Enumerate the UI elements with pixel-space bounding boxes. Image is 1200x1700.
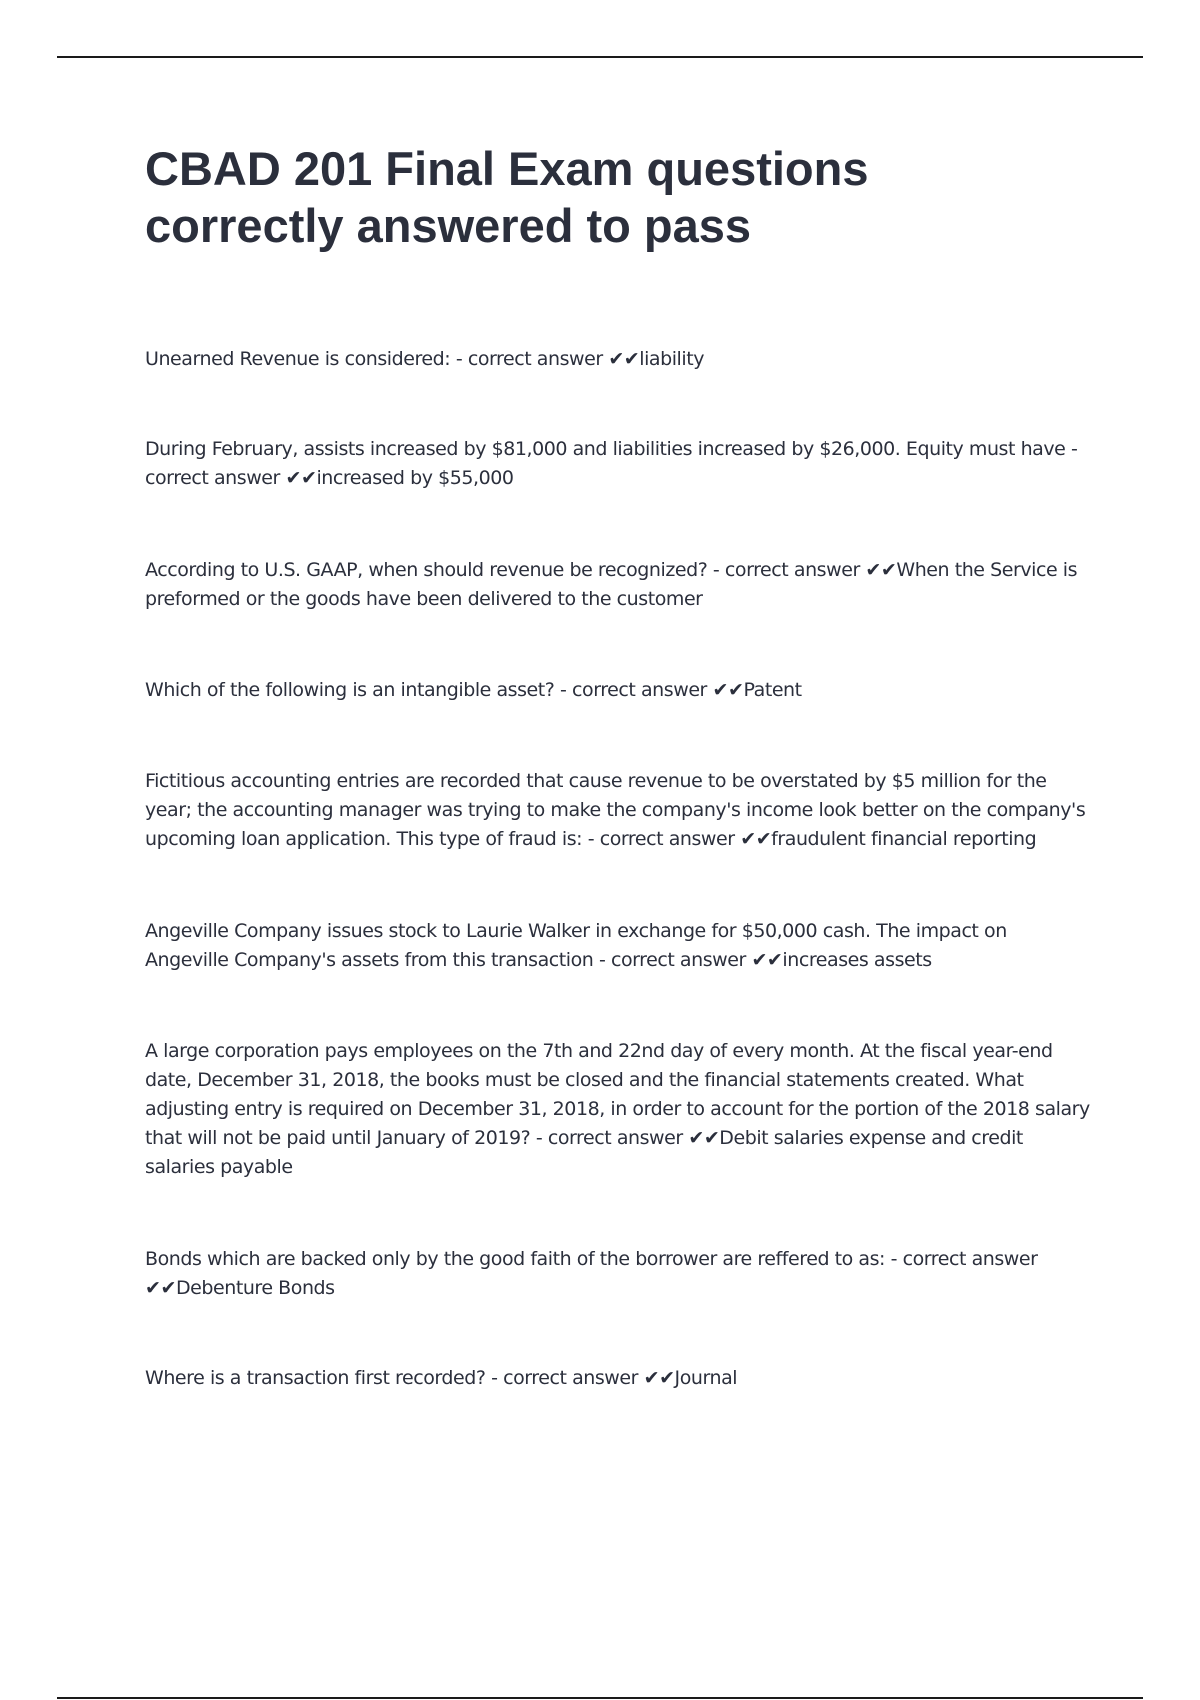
answer-text: Journal — [674, 1367, 738, 1389]
answer-text: When the Service is preformed or the goods have been delivered to the customer — [145, 559, 1078, 610]
answer-text: Debit salaries expense and credit salaries payable — [145, 1127, 1023, 1178]
question-text: Angeville Company issues stock to Laurie Walker in exchange for $50,000 cash. The impact on Angeville Company's assets from this transaction — [145, 920, 1007, 971]
qa-item — [145, 556, 1090, 614]
question-text: A large corporation pays employees on the 7th and 22nd day of every month. At the fiscal year-end date, December 31, 2018, the books must be closed and the financial statements created. What adjusting entry is required on December 31, 2018, in order to account for the portion of the 2018 salary that will not be paid until January of 2019? — [145, 1040, 1090, 1149]
bottom-divider — [57, 1697, 1143, 1699]
question-text: Fictitious accounting entries are recorded that cause revenue to be overstated by $5 million for the year; the accounting manager was trying to make the company's income look better on the company's upcoming loan application. This type of fraud is: — [145, 770, 1086, 850]
qa-item — [145, 1245, 1090, 1303]
check-icon: ✔✔ — [688, 1127, 720, 1149]
check-icon: ✔✔ — [643, 1367, 675, 1389]
check-icon: ✔✔ — [740, 828, 772, 850]
page-title: CBAD 201 Final Exam questions correctly answered to pass — [145, 142, 869, 252]
question-text: During February, assists increased by $81,000 and liabilities increased by $26,000. Equity must have — [145, 438, 1066, 460]
qa-item — [145, 767, 1090, 854]
qa-item — [145, 676, 1090, 705]
qa-item — [145, 345, 1090, 374]
check-icon: ✔✔ — [865, 559, 897, 581]
question-text: Where is a transaction first recorded? — [145, 1367, 486, 1389]
answer-text: increases assets — [782, 949, 932, 971]
question-text: Bonds which are backed only by the good faith of the borrower are reffered to as: — [145, 1248, 886, 1270]
answer-separator: - correct answer — [885, 1248, 1038, 1270]
answer-text: Debenture Bonds — [175, 1277, 335, 1299]
question-text: According to U.S. GAAP, when should revenue be recognized? — [145, 559, 708, 581]
answer-separator: - correct answer — [450, 348, 609, 370]
check-icon: ✔✔ — [608, 348, 640, 370]
answer-separator: - correct answer — [582, 828, 741, 850]
qa-item — [145, 1037, 1090, 1182]
answer-separator: - correct answer — [554, 679, 713, 701]
qa-item — [145, 435, 1090, 493]
check-icon: ✔✔ — [285, 467, 317, 489]
answer-separator: - correct answer — [530, 1127, 689, 1149]
answer-separator: - correct answer — [485, 1367, 644, 1389]
check-icon: ✔✔ — [145, 1277, 176, 1299]
check-icon: ✔✔ — [712, 679, 744, 701]
question-text: Unearned Revenue is considered: — [145, 348, 451, 370]
answer-separator: - correct answer — [593, 949, 752, 971]
answer-separator: - correct answer — [145, 438, 1078, 489]
answer-separator: - correct answer — [707, 559, 866, 581]
answer-text: Patent — [743, 679, 802, 701]
answer-text: fraudulent financial reporting — [771, 828, 1037, 850]
qa-item — [145, 917, 1090, 975]
qa-item — [145, 1364, 1090, 1393]
answer-text: increased by $55,000 — [316, 467, 514, 489]
top-divider — [57, 56, 1143, 58]
answer-text: liability — [639, 348, 705, 370]
question-text: Which of the following is an intangible asset? — [145, 679, 555, 701]
check-icon: ✔✔ — [751, 949, 783, 971]
